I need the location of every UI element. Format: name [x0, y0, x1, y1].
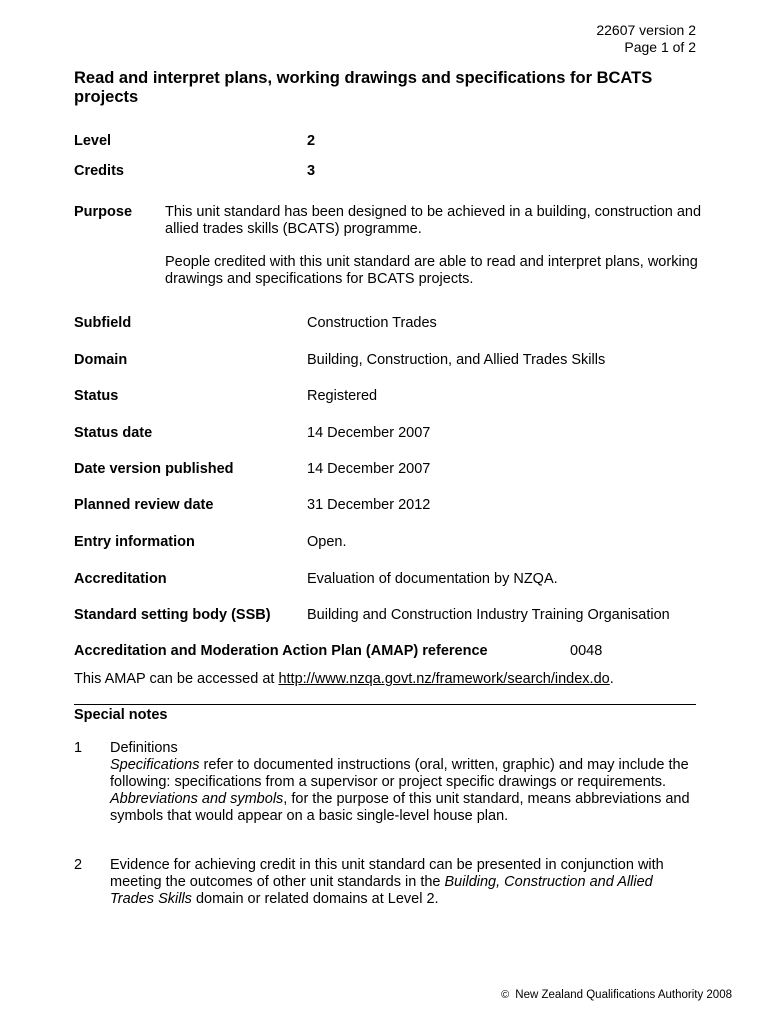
document-title: Read and interpret plans, working drawings and specifications for BCATS projects: [74, 69, 653, 106]
note-domain-name: Building, Construction and Allied Trades Skills: [110, 874, 653, 907]
ssb-value: Building and Construction Industry Training Organisation: [307, 607, 670, 623]
subfield-label: Subfield: [74, 315, 132, 331]
entry-info-label: Entry information: [74, 534, 195, 550]
purpose-paragraph: People credited with this unit standard are able to read and interpret plans, working drawings and specifications for BCATS projects.: [165, 254, 698, 287]
note-text-part: domain or related domains at Level 2.: [191, 891, 439, 907]
definition-term: Abbreviations and symbols: [110, 791, 284, 807]
amap-access-suffix: .: [609, 671, 614, 687]
entry-info-value: Open.: [307, 534, 347, 550]
purpose-text: [165, 204, 705, 304]
domain-label: Domain: [74, 352, 128, 368]
special-notes-heading: Special notes: [74, 707, 168, 723]
note-number: 2: [74, 857, 83, 873]
amap-access-prefix: This AMAP can be accessed at: [74, 671, 279, 687]
page-number: Page 1 of 2: [624, 39, 696, 55]
status-date-label: Status date: [74, 425, 153, 441]
copyright-icon: ©: [501, 989, 510, 1001]
date-published-value: 14 December 2007: [307, 461, 431, 477]
credits-label: Credits: [74, 163, 124, 179]
amap-access-line: [74, 671, 614, 688]
note-text-part: Evidence for achieving credit in this unit standard can be presented in conjunction with meeting the outcomes of other unit standards in the: [110, 857, 664, 890]
note-body: [110, 857, 700, 908]
credits-value: 3: [307, 163, 316, 179]
purpose-label: Purpose: [74, 204, 133, 220]
accreditation-value: Evaluation of documentation by NZQA.: [307, 571, 558, 587]
copyright-text: New Zealand Qualifications Authority 2008: [515, 989, 732, 1001]
amap-label: Accreditation and Moderation Action Plan (AMAP) reference: [74, 643, 488, 659]
standard-version: 22607 version 2: [596, 22, 696, 38]
status-date-value: 14 December 2007: [307, 425, 431, 441]
level-value: 2: [307, 133, 316, 149]
review-date-label: Planned review date: [74, 497, 214, 513]
page-header: [596, 22, 696, 56]
definitions-title: Definitions: [110, 740, 178, 756]
review-date-value: 31 December 2012: [307, 497, 431, 513]
date-published-label: Date version published: [74, 461, 234, 477]
subfield-value: Construction Trades: [307, 315, 437, 331]
definition-text: refer to documented instructions (oral, written, graphic) and may include the following: specifications from a supervisor or project specific drawings or requirements.: [110, 757, 689, 790]
definition-text: , for the purpose of this unit standard, means abbreviations and symbols that would appear on a basic single-level house plan.: [110, 791, 690, 824]
note-number: 1: [74, 740, 83, 756]
domain-value: Building, Construction, and Allied Trades Skills: [307, 352, 606, 368]
definition-specifications: [110, 757, 700, 791]
amap-code: 0048: [570, 643, 603, 659]
definition-term: Specifications: [110, 757, 200, 773]
status-label: Status: [74, 388, 119, 404]
note-body: [110, 740, 700, 825]
page-footer: [501, 988, 732, 1002]
status-value: Registered: [307, 388, 378, 404]
ssb-label: Standard setting body (SSB): [74, 607, 271, 623]
accreditation-label: Accreditation: [74, 571, 167, 587]
section-divider: [74, 704, 696, 705]
purpose-paragraph: This unit standard has been designed to be achieved in a building, construction and allied trades skills (BCATS) programme.: [165, 204, 702, 237]
level-label: Level: [74, 133, 112, 149]
definition-abbreviations: [110, 791, 700, 825]
amap-link[interactable]: http://www.nzqa.govt.nz/framework/search/index.do: [278, 671, 610, 687]
note-text: [110, 857, 700, 908]
